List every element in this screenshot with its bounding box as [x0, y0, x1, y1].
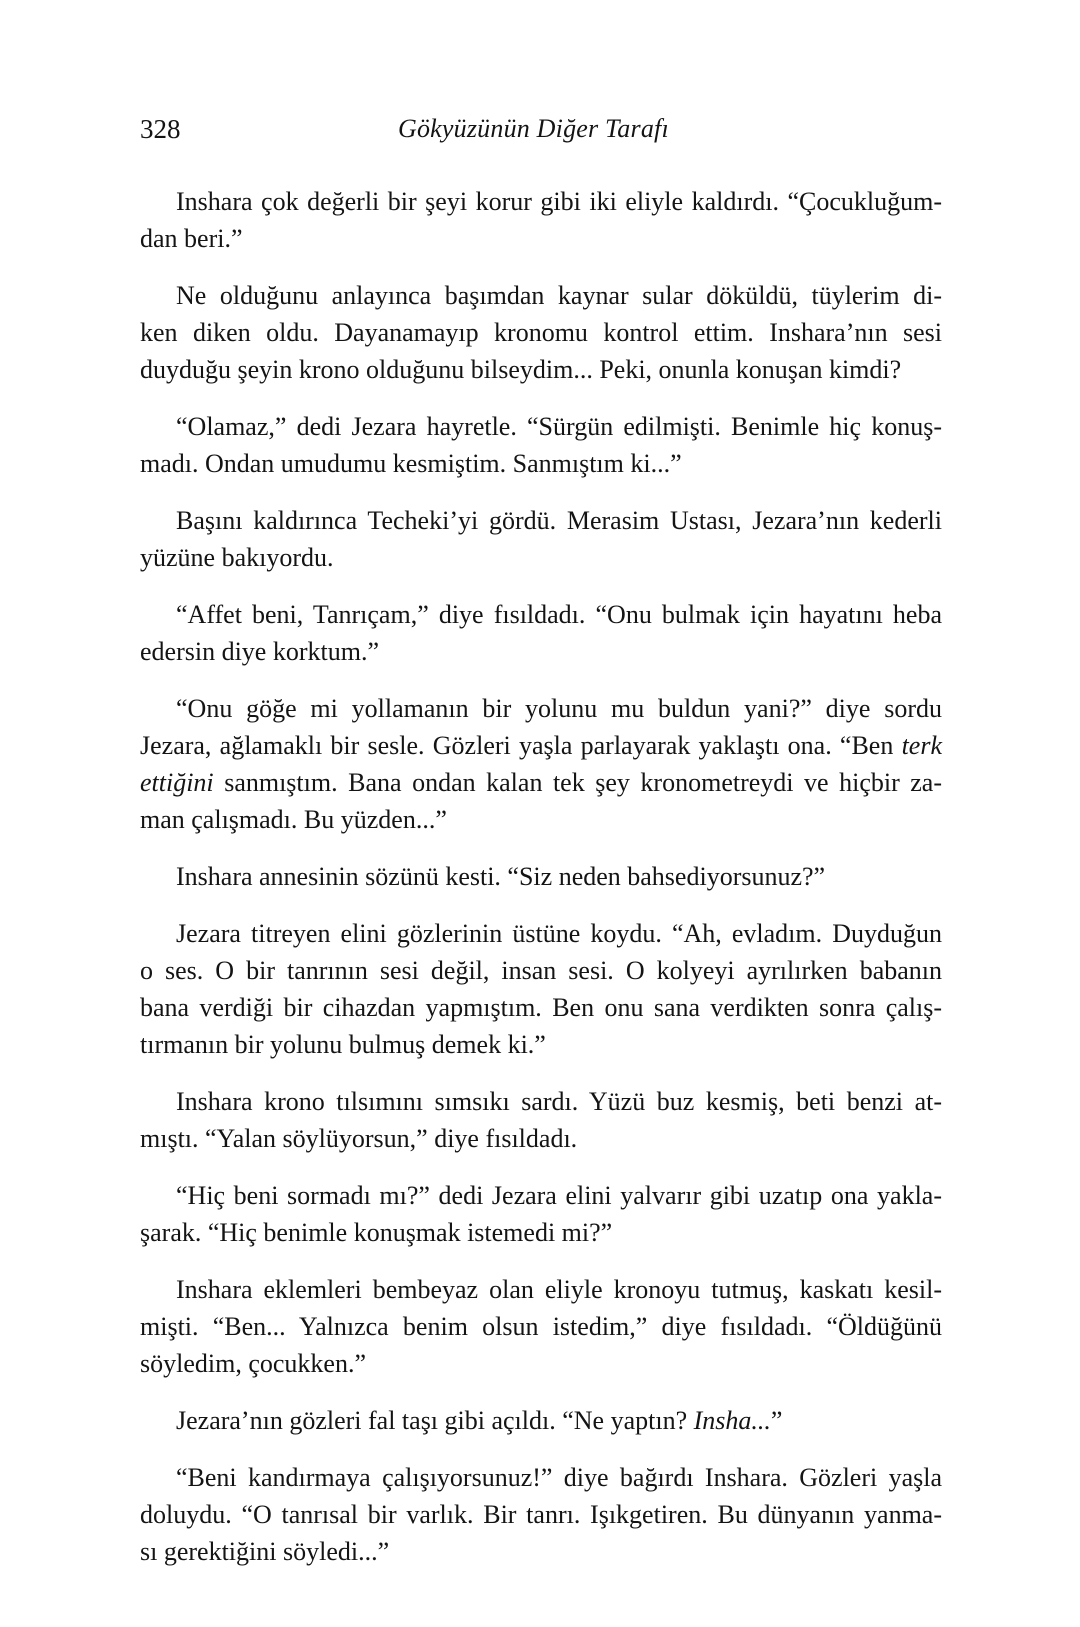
text-line: “Hiç beni sormadı mı?” dedi Jezara elini yalvarır gibi uzatıp ona yakla-: [176, 1181, 942, 1210]
body-text: [140, 183, 942, 1590]
text-line: ettiğini sanmıştım. Bana ondan kalan tek şey kronometreydi ve hiçbir za-: [140, 768, 943, 797]
italic-word: Insha...: [693, 1406, 771, 1435]
text-line: mişti. “Ben... Yalnızca benim olsun istedim,” diye fısıldadı. “Öldüğünü: [140, 1312, 942, 1341]
text-line: sı gerektiğini söyledi...”: [140, 1537, 390, 1566]
paragraph: [140, 858, 942, 895]
text-line: Ne olduğunu anlayınca başımdan kaynar sular döküldü, tüylerim di-: [176, 281, 942, 310]
italic-word: terk: [901, 731, 942, 760]
text-line: “Beni kandırmaya çalışıyorsunuz!” diye bağırdı Inshara. Gözleri yaşla: [176, 1463, 942, 1492]
text-line: tırmanın bir yolunu bulmuş demek ki.”: [140, 1030, 546, 1059]
book-title: Gökyüzünün Diğer Tarafı: [398, 114, 669, 143]
text-line: Inshara çok değerli bir şeyi korur gibi iki eliyle kaldırdı. “Çocukluğum-: [176, 187, 942, 216]
text-line: ken diken oldu. Dayanamayıp kronomu kontrol ettim. Inshara’nın sesi: [140, 318, 942, 347]
text-line: Inshara annesinin sözünü kesti. “Siz neden bahsediyorsunuz?”: [176, 862, 826, 891]
paragraph: [140, 183, 942, 257]
text-line: dan beri.”: [140, 224, 243, 253]
paragraph: [140, 1083, 942, 1157]
text-line: “Olamaz,” dedi Jezara hayretle. “Sürgün edilmişti. Benimle hiç konuş-: [176, 412, 942, 441]
paragraph: [140, 277, 942, 388]
paragraph: [140, 596, 942, 670]
text-line: mıştı. “Yalan söylüyorsun,” diye fısıldadı.: [140, 1124, 578, 1153]
text-line: Jezara’nın gözleri fal taşı gibi açıldı. “Ne yaptın? Insha...”: [176, 1406, 783, 1435]
paragraph: [140, 502, 942, 576]
text-line: Jezara, ağlamaklı bir sesle. Gözleri yaşla parlayarak yaklaştı ona. “Ben terk: [140, 731, 942, 760]
text-line: duyduğu şeyin krono olduğunu bilseydim... Peki, onunla konuşan kimdi?: [140, 355, 902, 384]
paragraph: [140, 690, 942, 838]
paragraph: [140, 1177, 942, 1251]
text-line: Inshara eklemleri bembeyaz olan eliyle kronoyu tutmuş, kaskatı kesil-: [176, 1275, 942, 1304]
text-line: “Onu göğe mi yollamanın bir yolunu mu buldun yani?” diye sordu: [176, 694, 942, 723]
text-line: man çalışmadı. Bu yüzden...”: [140, 805, 447, 834]
text-line: şarak. “Hiç benimle konuşmak istemedi mi?”: [140, 1218, 613, 1247]
text-line: yüzüne bakıyordu.: [140, 543, 334, 572]
text-line: “Affet beni, Tanrıçam,” diye fısıldadı. “Onu bulmak için hayatını heba: [176, 600, 942, 629]
paragraph: [140, 408, 942, 482]
text-line: Inshara krono tılsımını sımsıkı sardı. Yüzü buz kesmiş, beti benzi at-: [176, 1087, 942, 1116]
text-line: o ses. O bir tanrının sesi değil, insan sesi. O kolyeyi ayrılırken babanın: [140, 956, 942, 985]
text-line: Jezara titreyen elini gözlerinin üstüne koydu. “Ah, evladım. Duyduğun: [176, 919, 942, 948]
text-line: söyledim, çocukken.”: [140, 1349, 366, 1378]
paragraph: [140, 915, 942, 1063]
italic-word: ettiğini: [140, 768, 214, 797]
paragraph: [140, 1459, 942, 1570]
running-head: [140, 112, 940, 152]
text-line: doluydu. “O tanrısal bir varlık. Bir tanrı. Işıkgetiren. Bu dünyanın yanma-: [140, 1500, 942, 1529]
page-number: 328: [140, 114, 181, 144]
text-line: Başını kaldırınca Techeki’yi gördü. Merasim Ustası, Jezara’nın kederli: [176, 506, 942, 535]
text-line: edersin diye korktum.”: [140, 637, 379, 666]
text-line: madı. Ondan umudumu kesmiştim. Sanmıştım ki...”: [140, 449, 682, 478]
paragraph: [140, 1271, 942, 1382]
text-line: bana verdiği bir cihazdan yapmıştım. Ben onu sana verdikten sonra çalış-: [140, 993, 942, 1022]
paragraph: [140, 1402, 942, 1439]
